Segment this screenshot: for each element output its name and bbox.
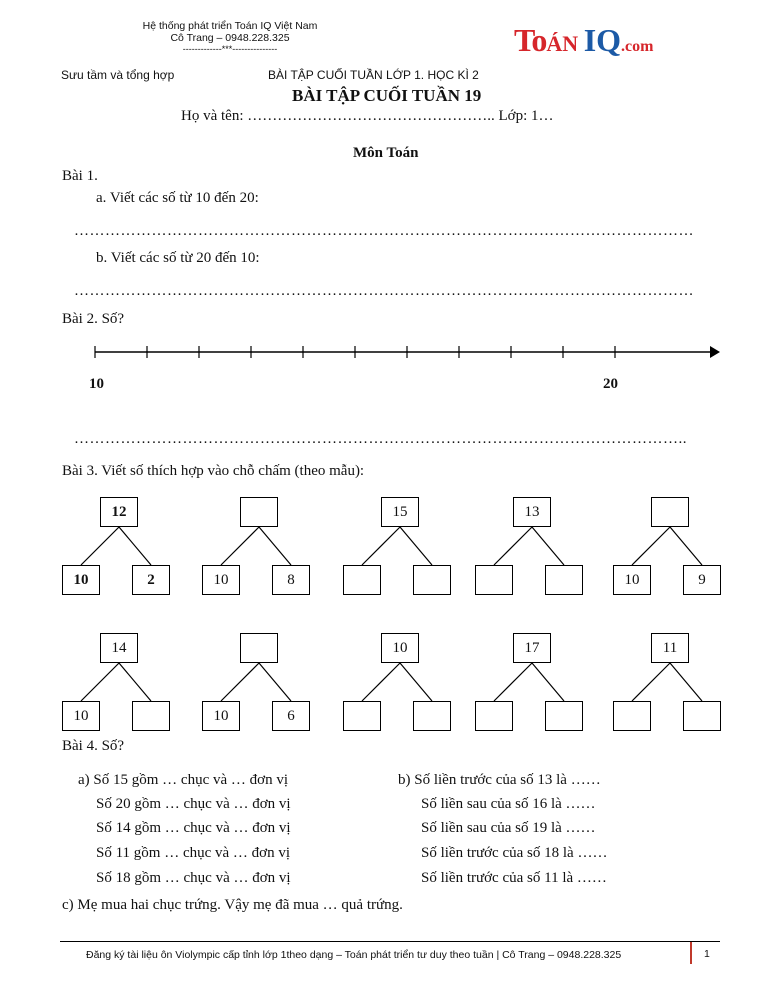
tree-branch	[221, 527, 259, 565]
tree-right-box[interactable]	[545, 701, 583, 731]
tree-top-box[interactable]: 15	[381, 497, 419, 527]
header-separator: -------------***---------------	[182, 44, 278, 54]
tree-branch	[81, 527, 119, 565]
tree-right-box[interactable]	[545, 565, 583, 595]
logo-part: N	[562, 31, 584, 56]
tree-branch	[259, 527, 291, 565]
tree-branch	[532, 663, 564, 701]
tree-top-box[interactable]: 14	[100, 633, 138, 663]
tree-left-box[interactable]	[613, 701, 651, 731]
tree-branch	[119, 663, 151, 701]
bai4-a-line: Số 11 gồm … chục và … đơn vị	[96, 845, 291, 861]
bai1-part-a: a. Viết các số từ 10 đến 20:	[96, 190, 259, 206]
page-number-value: 1	[704, 948, 710, 960]
tree-branch	[362, 527, 400, 565]
tree-left-box[interactable]	[475, 565, 513, 595]
bai4-b-line: Số liền trước của số 11 là ……	[421, 870, 607, 886]
tree-branch	[119, 527, 151, 565]
bai4-part-c: c) Mẹ mua hai chục trứng. Vậy mẹ đã mua … quả trứng.	[62, 897, 403, 913]
tree-right-box[interactable]	[413, 701, 451, 731]
tree-branch	[362, 663, 400, 701]
tree-top-box[interactable]: 17	[513, 633, 551, 663]
tree-branch	[259, 663, 291, 701]
logo-part: .com	[621, 38, 654, 55]
name-line: Họ và tên: ………………………………………….. Lớp: 1…	[181, 108, 554, 124]
tree-top-box[interactable]: 13	[513, 497, 551, 527]
tree-branch	[400, 663, 432, 701]
bai1-part-b: b. Viết các số từ 20 đến 10:	[96, 250, 260, 266]
tree-branch	[670, 663, 702, 701]
tree-left-box[interactable]	[343, 565, 381, 595]
tree-right-box[interactable]	[683, 701, 721, 731]
tree-branch	[632, 663, 670, 701]
tree-branch	[221, 663, 259, 701]
tree-left-box[interactable]: 10	[202, 701, 240, 731]
bai2-dots[interactable]: ………………………………………………………………………………………………………..	[74, 431, 687, 447]
tree-top-box[interactable]: 10	[381, 633, 419, 663]
tree-right-box[interactable]: 2	[132, 565, 170, 595]
logo-part: IQ	[583, 22, 622, 58]
tree-left-box[interactable]: 10	[62, 701, 100, 731]
tree-branch	[81, 663, 119, 701]
tree-right-box[interactable]: 9	[683, 565, 721, 595]
tree-branch	[632, 527, 670, 565]
tree-top-box[interactable]	[240, 497, 278, 527]
header-left-note: Sưu tầm và tổng hợp	[61, 68, 175, 82]
tree-branch	[494, 663, 532, 701]
bai4-a-line: Số 18 gồm … chục và … đơn vị	[96, 870, 291, 886]
bai4-b-line: Số liền sau của số 19 là ……	[421, 820, 596, 836]
tree-branch	[670, 527, 702, 565]
tree-right-box[interactable]	[413, 565, 451, 595]
header-contact: Cô Trang – 0948.228.325	[170, 32, 290, 44]
bai1-dots-a[interactable]: …………………………………………………………………………………………………………	[74, 223, 694, 239]
bai4-a-line: Số 14 gồm … chục và … đơn vị	[96, 820, 291, 836]
bai4-b-line: b) Số liền trước của số 13 là ……	[398, 772, 601, 788]
subject-title: Môn Toán	[353, 145, 419, 161]
bai4-heading: Bài 4. Số?	[62, 738, 125, 754]
tree-left-box[interactable]	[475, 701, 513, 731]
tree-top-box[interactable]: 12	[100, 497, 138, 527]
tree-right-box[interactable]	[132, 701, 170, 731]
bai1-heading: Bài 1.	[62, 168, 98, 184]
tree-left-box[interactable]: 10	[613, 565, 651, 595]
header-center-note: BÀI TẬP CUỐI TUẦN LỚP 1. HỌC KÌ 2	[268, 68, 479, 82]
tree-right-box[interactable]: 6	[272, 701, 310, 731]
tree-branch	[494, 527, 532, 565]
bai1-dots-b[interactable]: …………………………………………………………………………………………………………	[74, 283, 694, 299]
tree-top-box[interactable]	[240, 633, 278, 663]
tree-left-box[interactable]: 10	[62, 565, 100, 595]
number-line-end: 20	[603, 376, 618, 392]
header-org: Hệ thống phát triển Toán IQ Việt Nam	[142, 20, 318, 32]
bai2-heading: Bài 2. Số?	[62, 311, 125, 327]
bai3-heading: Bài 3. Viết số thích hợp vào chỗ chấm (theo mẫu):	[62, 463, 365, 479]
bai4-b-line: Số liền sau của số 16 là ……	[421, 796, 596, 812]
page-number	[690, 942, 722, 964]
bai4-a-line: a) Số 15 gồm … chục và … đơn vị	[78, 772, 288, 788]
tree-left-box[interactable]: 10	[202, 565, 240, 595]
bai4-a-line: Số 20 gồm … chục và … đơn vị	[96, 796, 291, 812]
footer-text: Đăng ký tài liệu ôn Violympic cấp tỉnh lớp 1theo dạng – Toán phát triển tư duy theo tuần | Cô Trang – 0948.228.325	[86, 949, 622, 961]
tree-top-box[interactable]: 11	[651, 633, 689, 663]
bai4-b-line: Số liền trước của số 18 là ……	[421, 845, 608, 861]
page-title: BÀI TẬP CUỐI TUẦN 19	[292, 86, 482, 105]
tree-left-box[interactable]	[343, 701, 381, 731]
tree-branch	[532, 527, 564, 565]
footer-rule	[60, 941, 720, 942]
logo-part: To	[514, 22, 547, 58]
tree-branch	[400, 527, 432, 565]
logo-part: Á	[546, 31, 563, 56]
number-line-start: 10	[89, 376, 104, 392]
tree-top-box[interactable]	[651, 497, 689, 527]
tree-right-box[interactable]: 8	[272, 565, 310, 595]
